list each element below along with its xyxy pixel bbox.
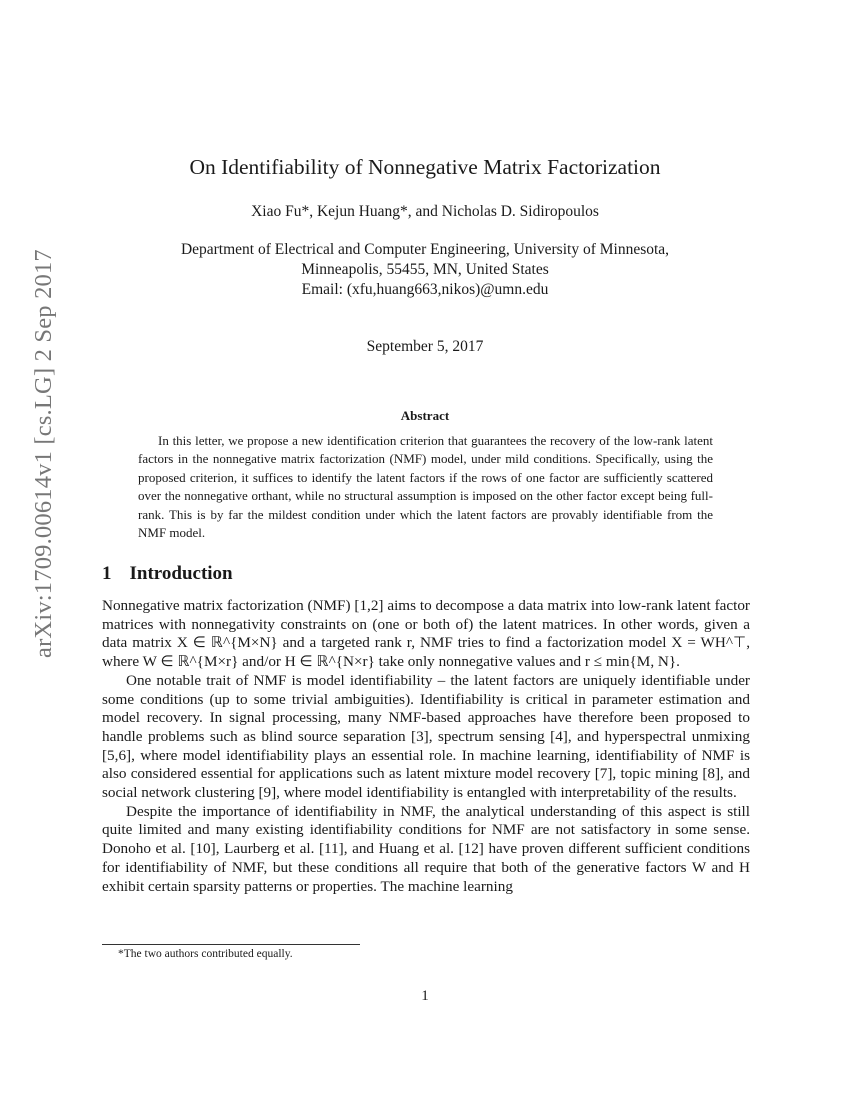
arxiv-identifier: arXiv:1709.00614v1 [cs.LG] 2 Sep 2017 xyxy=(30,249,57,658)
affiliation-line: Department of Electrical and Computer Engineering, University of Minnesota, xyxy=(180,241,670,258)
page-number: 1 xyxy=(421,988,429,1004)
section-title: Introduction xyxy=(129,563,233,584)
footnote-divider xyxy=(102,944,360,945)
email-line: Email: (xfu,huang663,nikos)@umn.edu xyxy=(301,281,549,298)
paper-title: On Identifiability of Nonnegative Matrix Factorization xyxy=(189,155,661,179)
body-paragraph: Nonnegative matrix factorization (NMF) [1,2] aims to decompose a data matrix into low-rank latent factor matrices with nonnegativity constraints on (one or both of) the latent matrices. In other words, given a data matrix X ∈ ℝ^{M×N} and a targeted rank r, NMF tries to find a factorization model X = WH^⊤, where W ∈ ℝ^{M×r} and/or H ∈ ℝ^{N×r} take only nonnegative values and r ≤ min{M, N}. xyxy=(102,597,750,671)
affiliation-line: Minneapolis, 55455, MN, United States xyxy=(301,261,549,278)
section-heading xyxy=(102,560,233,588)
paper-date: September 5, 2017 xyxy=(366,338,484,355)
author-list: Xiao Fu*, Kejun Huang*, and Nicholas D. Sidiropoulos xyxy=(251,203,599,220)
abstract-body xyxy=(138,432,713,542)
body-paragraph: Despite the importance of identifiability in NMF, the analytical understanding of this aspect is still quite limited and many existing identifiability conditions for NMF are not satisfactory in some sense. Donoho et al. [10], Laurberg et al. [11], and Huang et al. [12] have proven different sufficient conditions for identifiability of NMF, but these conditions all require that both of the generative factors W and H exhibit certain sparsity patterns or properties. The machine learning xyxy=(102,802,750,895)
introduction-body xyxy=(102,597,750,896)
affiliation-block xyxy=(100,240,750,300)
abstract-heading: Abstract xyxy=(400,408,450,423)
footnote: *The two authors contributed equally. xyxy=(118,948,293,960)
abstract-text: In this letter, we propose a new identification criterion that guarantees the recovery of the low-rank latent factors in the nonnegative matrix factorization (NMF) model, under mild conditions. Specifically, using the proposed criterion, it suffices to identify the latent factors if the rows of one factor are sufficiently scattered over the nonnegative orthant, while no structural assumption is imposed on the other factor except being full-rank. This is by far the mildest condition under which the latent factors are provably identifiable from the NMF model. xyxy=(138,433,713,541)
body-paragraph: One notable trait of NMF is model identifiability – the latent factors are uniquely identifiable under some conditions (up to some trivial ambiguities). Identifiability is critical in parameter estimation and model recovery. In signal processing, many NMF-based approaches have therefore been proposed to handle problems such as blind source separation [3], spectrum sensing [4], and hyperspectral unmixing [5,6], where model identifiability plays an essential role. In machine learning, identifiability of NMF is also considered essential for applications such as latent mixture model recovery [7], topic mining [8], and social network clustering [9], where model identifiability is entangled with interpretability of the results. xyxy=(102,671,750,802)
section-number: 1 xyxy=(102,563,112,584)
